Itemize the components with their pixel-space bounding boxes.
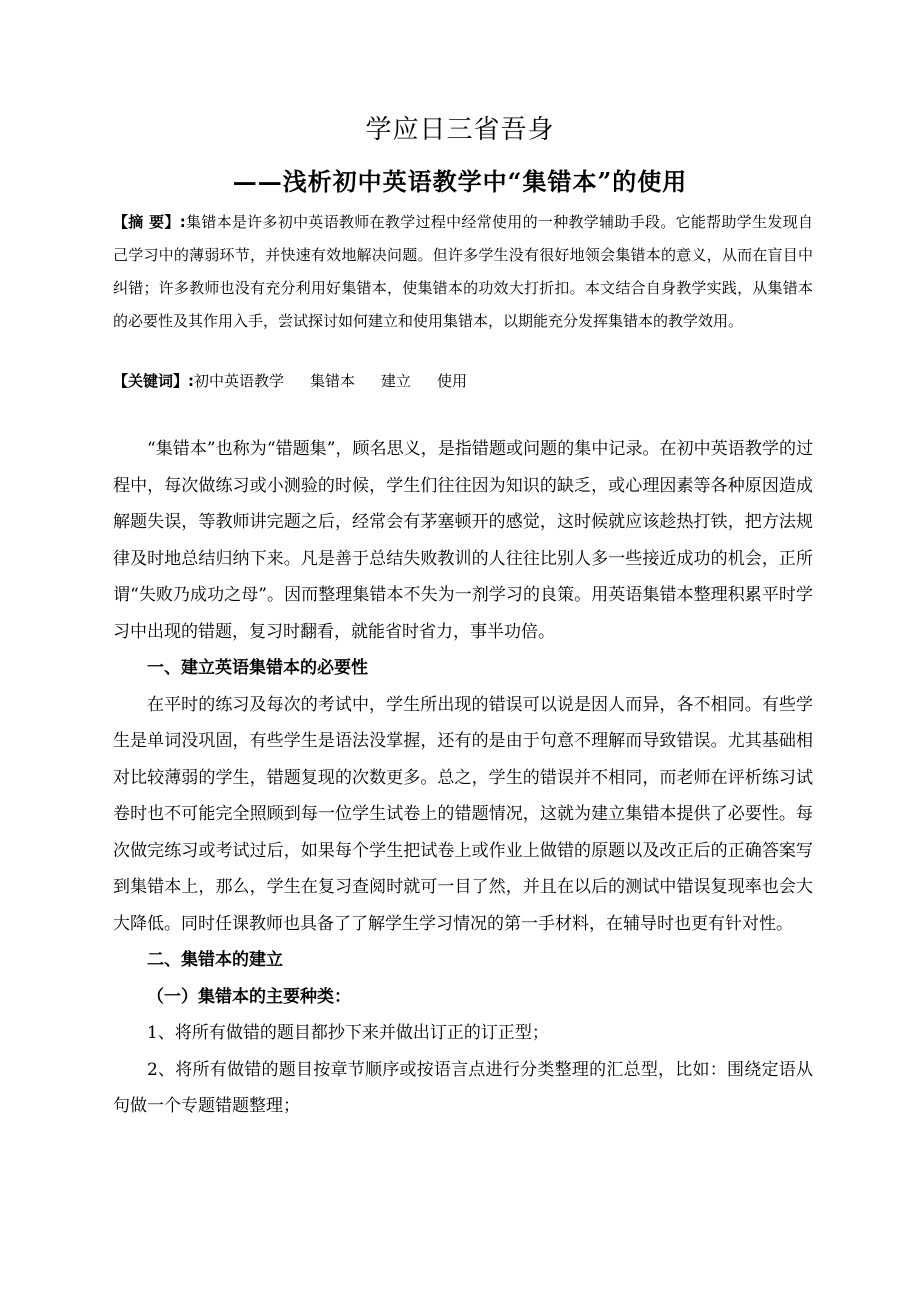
intro-paragraph: “集错本”也称为“错题集”，顾名思义，是指错题或问题的集中记录。在初中英语教学的过程中，每次做练习或小测验的时候，学生们往往因为知识的缺乏，或心理因素等各种原因造成解题失误，等教师讲完题之后，经常会有茅塞顿开的感觉，这时候就应该趁热打铁，把方法规律及时地总结归纳下来。凡是善于总结失败教训的人往往比别人多一些接近成功的机会，正所谓“失败乃成功之母”。因而整理集错本不失为一剂学习的良策。用英语集错本整理积累平时学习中出现的错题，复习时翻看，就能省时省力，事半功倍。: [113, 439, 813, 642]
abstract-label: 【摘 要】:: [113, 213, 186, 231]
subsection-heading: （一）集错本的主要种类：: [147, 986, 351, 1007]
document-body: [113, 431, 813, 1125]
keyword-item: 使用: [437, 372, 468, 390]
document-subtitle: ——浅析初中英语教学中“集错本”的使用: [232, 167, 688, 196]
keywords-label: 【关键词】:: [113, 372, 194, 390]
abstract-text: 集错本是许多初中英语教师在教学过程中经常使用的一种教学辅助手段。它能帮助学生发现自己学习中的薄弱环节，并快速有效地解决问题。但许多学生没有很好地领会集错本的意义，从而在盲目中纠错；许多教师也没有充分利用好集错本，使集错本的功效大打折扣。本文结合自身教学实践，从集错本的必要性及其作用入手，尝试探讨如何建立和使用集错本，以期能充分发挥集错本的教学效用。: [113, 213, 813, 330]
section-paragraph: 在平时的练习及每次的考试中，学生所出现的错误可以说是因人而异，各不相同。有些学生是单词没巩固，有些学生是语法没掌握，还有的是由于句意不理解而导致错误。尤其基础相对比较薄弱的学生，错题复现的次数更多。总之，学生的错误并不相同，而老师在评析练习试卷时也不可能完全照顾到每一位学生试卷上的错题情况，这就为建立集错本提供了必要性。每次做完练习或考试过后，如果每个学生把试卷上或作业上做错的原题以及改正后的正确答案写到集错本上，那么，学生在复习查阅时就可一目了然，并且在以后的测试中错误复现率也会大大降低。同时任课教师也具备了了解学生学习情况的第一手材料，在辅导时也更有针对性。: [113, 694, 813, 934]
keyword-item: 集错本: [310, 372, 356, 390]
keyword-item: 建立: [381, 372, 412, 390]
section-heading: 一、建立英语集错本的必要性: [147, 658, 368, 678]
keyword-item: 初中英语教学: [194, 372, 285, 390]
keywords: [113, 366, 813, 396]
document-title: 学应日三省吾身: [365, 115, 555, 145]
section-heading: 二、集错本的建立: [147, 950, 283, 970]
list-item: 2、将所有做错的题目按章节顺序或按语言点进行分类整理的汇总型，比如：围绕定语从句做一个专题错题整理；: [113, 1059, 813, 1116]
list-item: 1、将所有做错的题目都抄下来并做出订正的订正型；: [147, 1023, 549, 1043]
abstract: [113, 206, 813, 338]
